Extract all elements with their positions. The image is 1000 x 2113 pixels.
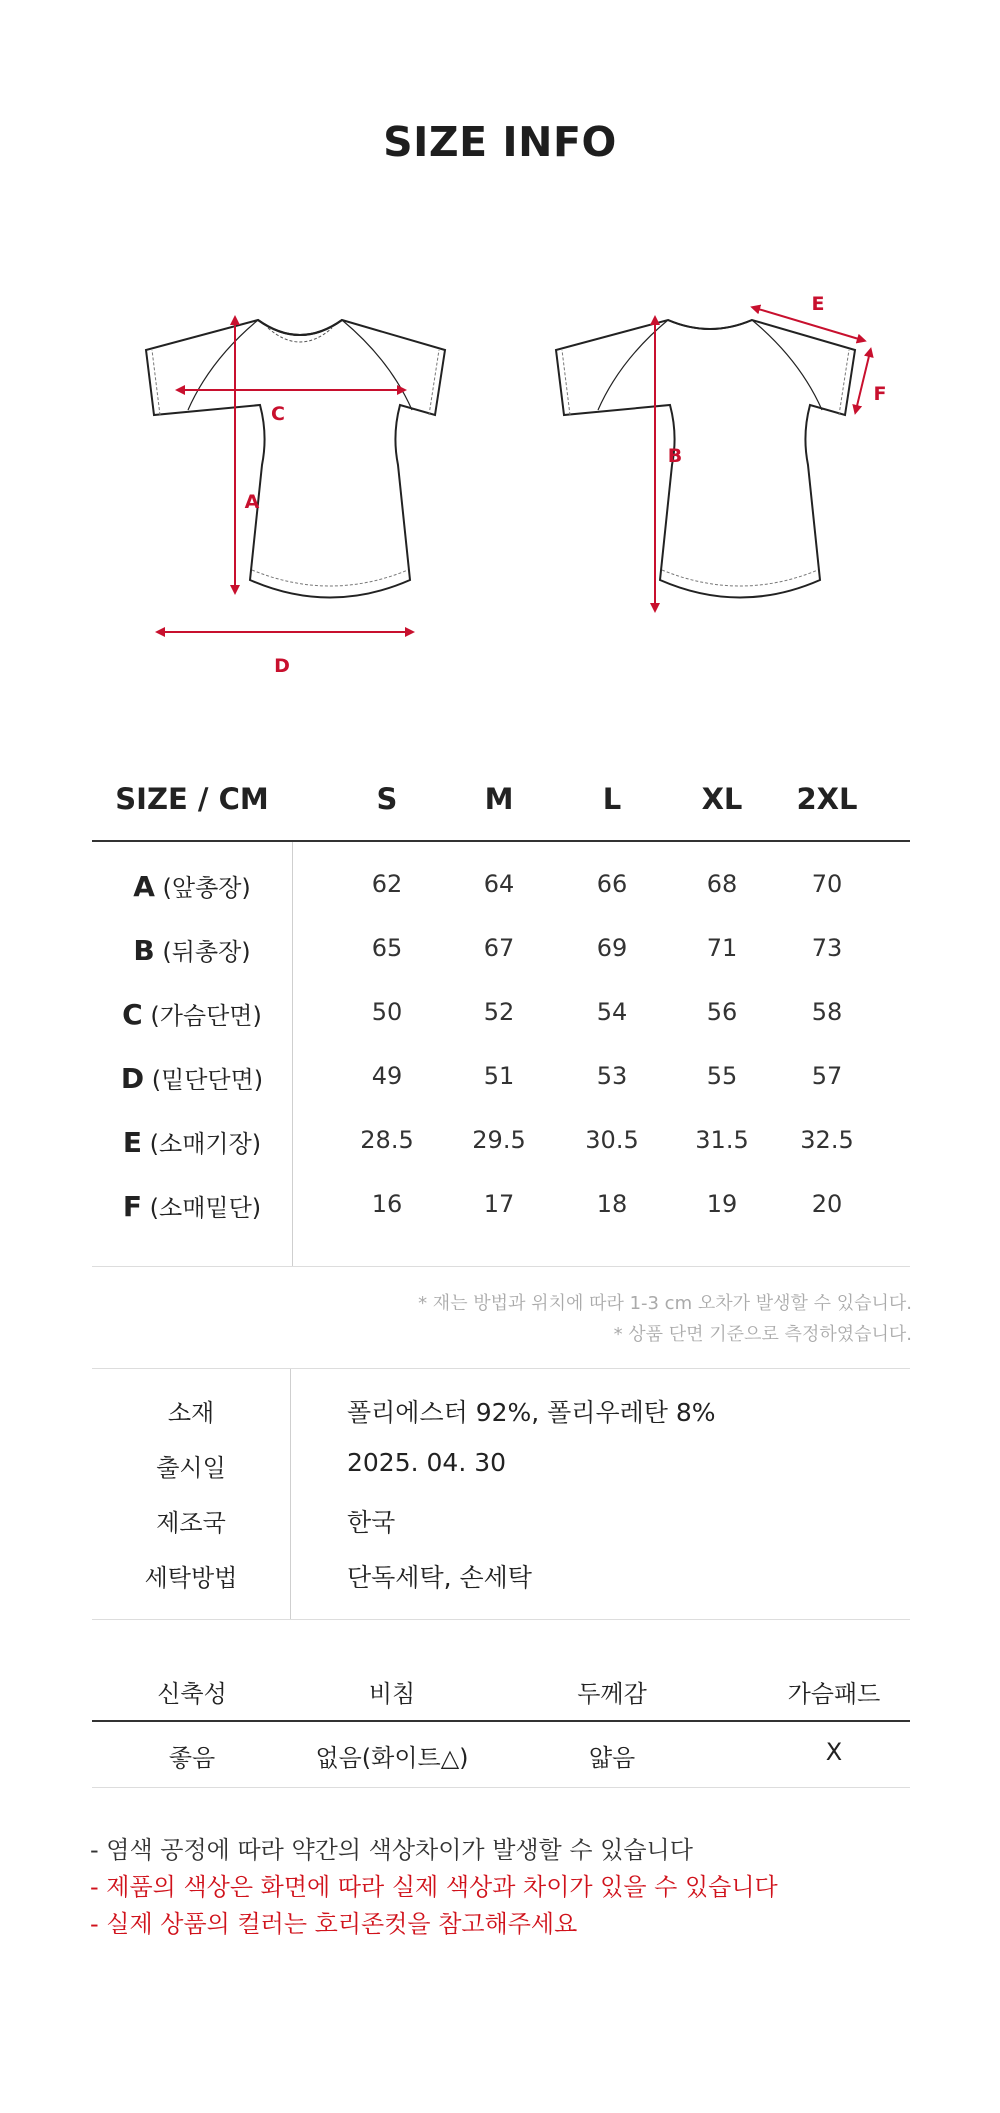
table-row	[92, 868, 910, 908]
features-body	[92, 1722, 910, 1788]
info-value: 폴리에스터 92%, 폴리우레탄 8%	[347, 1398, 716, 1427]
table-cell: 50	[371, 998, 403, 1026]
note-line: * 상품 단면 기준으로 측정하였습니다.	[613, 1324, 912, 1345]
table-cell: 29.5	[472, 1126, 526, 1154]
features-header	[92, 1660, 910, 1722]
info-value: 단독세탁, 손세탁	[347, 1563, 532, 1592]
info-value: 2025. 04. 30	[347, 1448, 507, 1477]
table-cell: 70	[811, 870, 843, 898]
table-cell: 53	[596, 1062, 628, 1090]
table-row	[92, 1448, 910, 1488]
feature-value: 좋음	[168, 1744, 216, 1772]
info-key: 제조국	[156, 1509, 226, 1537]
measure-label: F (소매밑단)	[122, 1190, 262, 1223]
table-cell: 55	[706, 1062, 738, 1090]
table-cell: 31.5	[695, 1126, 749, 1154]
table-cell: 66	[596, 870, 628, 898]
feature-header: 가슴패드	[787, 1680, 881, 1708]
table-cell: 65	[371, 934, 403, 962]
size-header-2xl: 2XL	[796, 782, 858, 816]
table-row	[92, 1503, 910, 1543]
feature-value: 얇음	[588, 1744, 636, 1772]
table-row	[92, 1060, 910, 1100]
color-notes	[90, 1832, 778, 1943]
table-cell: 32.5	[800, 1126, 854, 1154]
table-cell: 57	[811, 1062, 843, 1090]
table-row	[92, 1124, 910, 1164]
color-note: - 염색 공정에 따라 약간의 색상차이가 발생할 수 있습니다	[90, 1836, 693, 1864]
measure-f-line	[856, 352, 870, 410]
info-key: 소재	[167, 1399, 215, 1427]
table-cell: 56	[706, 998, 738, 1026]
table-cell: 58	[811, 998, 843, 1026]
size-header-s: S	[376, 782, 398, 816]
tshirt-diagram	[130, 290, 890, 700]
table-cell: 71	[706, 934, 738, 962]
label-d: D	[274, 655, 290, 677]
table-cell: 54	[596, 998, 628, 1026]
measure-label: E (소매기장)	[122, 1126, 262, 1159]
table-row	[92, 1188, 910, 1228]
back-tshirt	[556, 320, 855, 598]
page-title: SIZE INFO	[383, 118, 617, 166]
table-cell: 52	[483, 998, 515, 1026]
table-cell: 67	[483, 934, 515, 962]
table-cell: 69	[596, 934, 628, 962]
features-table	[92, 1660, 910, 1788]
size-header-m: M	[484, 782, 514, 816]
info-value: 한국	[347, 1508, 396, 1537]
product-info-table	[92, 1368, 910, 1620]
label-c: C	[271, 403, 285, 425]
table-cell: 64	[483, 870, 515, 898]
table-cell: 28.5	[360, 1126, 414, 1154]
front-tshirt	[146, 320, 445, 598]
label-b: B	[667, 445, 683, 467]
size-header-l: L	[602, 782, 622, 816]
table-row	[92, 1558, 910, 1598]
size-table	[92, 770, 910, 1267]
measure-label: A (앞총장)	[133, 870, 251, 903]
table-cell: 18	[596, 1190, 628, 1218]
feature-header: 두께감	[577, 1680, 647, 1708]
info-key: 세탁방법	[144, 1564, 238, 1592]
color-note: - 실제 상품의 컬러는 호리존컷을 참고해주세요	[90, 1910, 578, 1938]
measure-label: B (뒤총장)	[133, 934, 251, 967]
size-table-body	[92, 842, 910, 1267]
table-cell: 68	[706, 870, 738, 898]
table-cell: 62	[371, 870, 403, 898]
feature-header: 신축성	[157, 1680, 227, 1708]
table-row	[92, 1393, 910, 1433]
table-cell: 51	[483, 1062, 515, 1090]
label-a: A	[244, 491, 260, 513]
info-key: 출시일	[156, 1454, 226, 1482]
table-cell: 20	[811, 1190, 843, 1218]
measure-label: C (가슴단면)	[122, 998, 262, 1031]
size-header-label: SIZE / CM	[115, 782, 269, 816]
table-row	[92, 932, 910, 972]
table-cell: 16	[371, 1190, 403, 1218]
table-cell: 73	[811, 934, 843, 962]
size-table-header	[92, 770, 910, 842]
table-cell: 49	[371, 1062, 403, 1090]
table-cell: 19	[706, 1190, 738, 1218]
measure-label: D (밑단단면)	[120, 1062, 264, 1095]
size-header-xl: XL	[701, 782, 743, 816]
feature-header: 비침	[368, 1680, 416, 1708]
table-cell: 17	[483, 1190, 515, 1218]
label-f: F	[873, 383, 887, 405]
feature-value: X	[825, 1738, 843, 1766]
note-line: * 재는 방법과 위치에 따라 1-3 cm 오차가 발생할 수 있습니다.	[418, 1293, 912, 1314]
color-note: - 제품의 색상은 화면에 따라 실제 색상과 차이가 있을 수 있습니다	[90, 1873, 778, 1901]
feature-value: 없음(화이트△)	[315, 1744, 469, 1772]
size-diagram	[130, 290, 890, 700]
measurement-notes	[418, 1288, 912, 1350]
table-cell: 30.5	[585, 1126, 639, 1154]
table-row	[92, 996, 910, 1036]
label-e: E	[811, 293, 825, 315]
